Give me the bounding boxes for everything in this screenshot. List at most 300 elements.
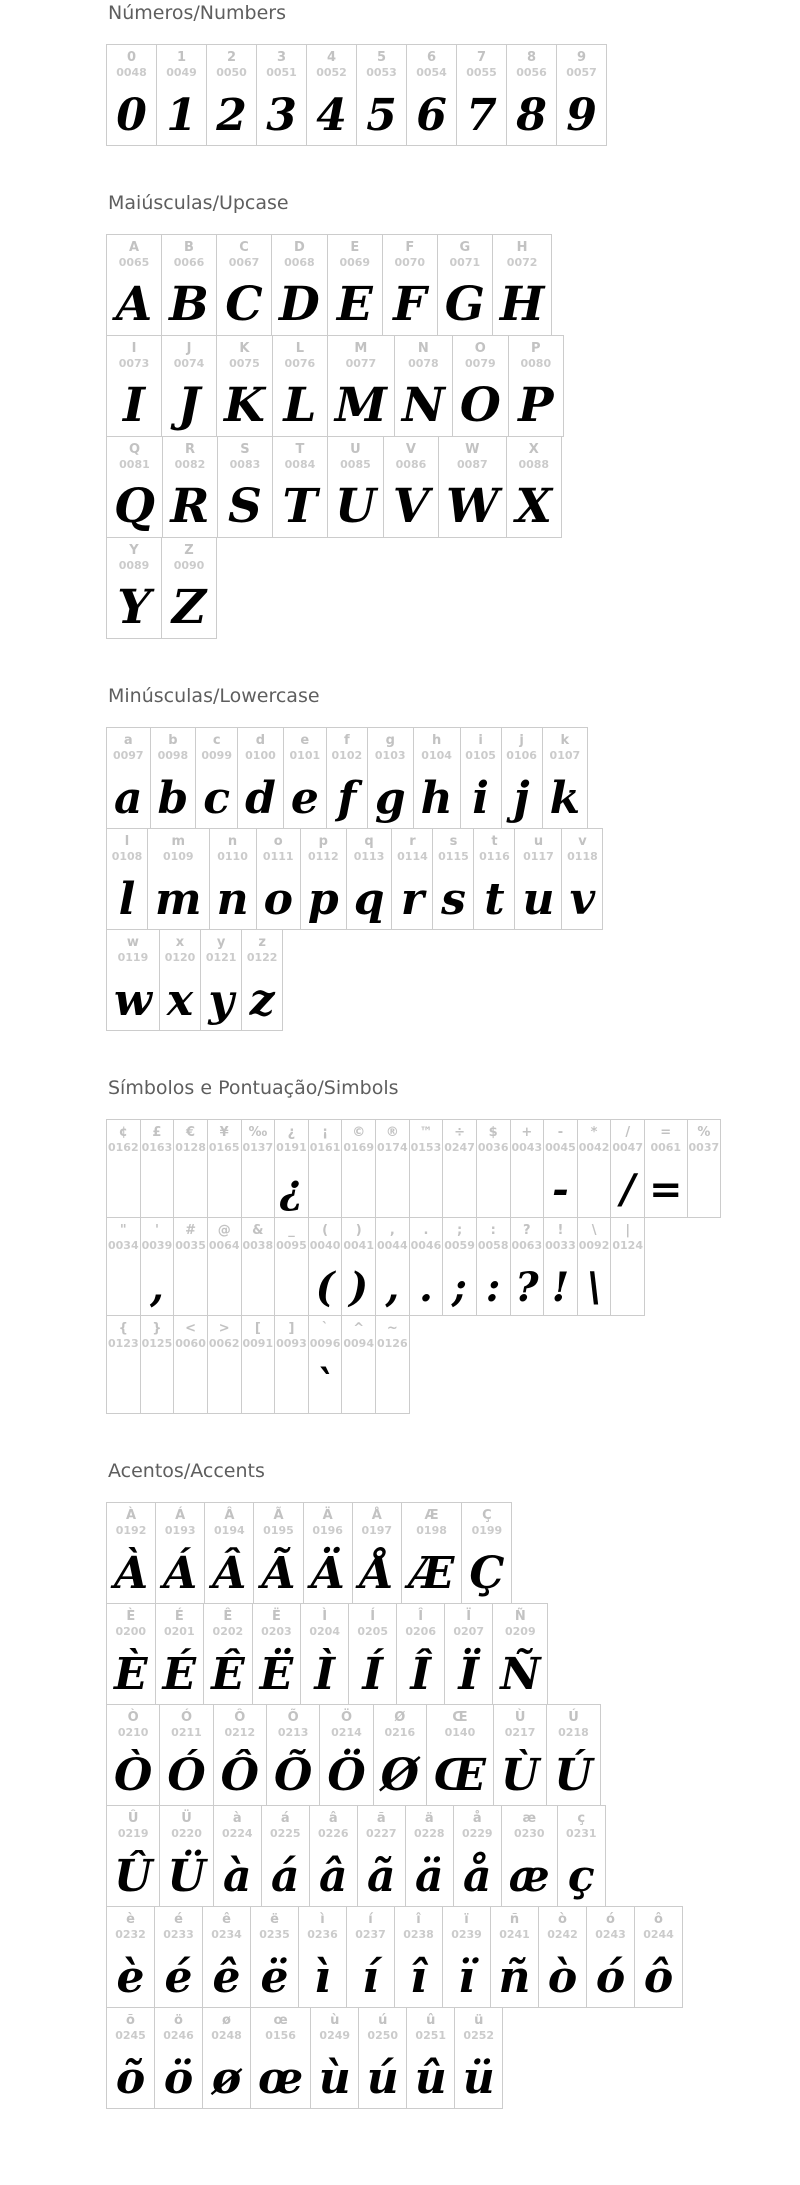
char-cell-head xyxy=(142,1321,173,1351)
cell-glyph: Y xyxy=(117,580,151,635)
char-cell-head xyxy=(523,834,554,864)
cell-code: 0048 xyxy=(116,66,147,80)
cell-code: 0086 xyxy=(395,458,427,472)
cell-code: 0105 xyxy=(465,749,496,763)
cell-label: q xyxy=(364,834,374,849)
cell-code: 0033 xyxy=(545,1239,576,1253)
cell-glyph: Ô xyxy=(220,1750,259,1801)
section-title-lowercase: Minúsculas/Lowercase xyxy=(108,685,320,707)
char-cell xyxy=(298,1906,347,2008)
char-cell xyxy=(406,44,457,146)
char-cell xyxy=(394,1906,443,2008)
cell-label: ò xyxy=(558,1912,567,1927)
cell-glyph: X xyxy=(515,479,552,534)
glyph-grid-symbols xyxy=(106,1119,780,1414)
char-cell-head xyxy=(310,1125,341,1155)
cell-code: 0084 xyxy=(284,458,316,472)
cell-glyph: È xyxy=(114,1649,148,1700)
cell-code: 0247 xyxy=(444,1141,475,1155)
cell-code: 0071 xyxy=(449,256,481,270)
char-cell-head xyxy=(421,733,452,763)
cell-code: 0243 xyxy=(595,1928,626,1942)
char-cell xyxy=(327,335,395,437)
cell-label: | xyxy=(625,1223,631,1238)
char-cell xyxy=(473,828,515,930)
cell-glyph: Í xyxy=(362,1649,383,1700)
cell-glyph: Œ xyxy=(433,1750,486,1801)
char-cell-head xyxy=(579,1125,610,1155)
cell-label: " xyxy=(119,1223,127,1238)
char-cell xyxy=(493,1704,547,1806)
cell-code: 0056 xyxy=(516,66,547,80)
char-cell-head xyxy=(211,1912,242,1942)
cell-label: W xyxy=(465,442,480,457)
cell-glyph: l xyxy=(118,874,136,925)
cell-label: Q xyxy=(128,442,140,457)
cell-glyph xyxy=(255,1256,261,1308)
cell-code: 0251 xyxy=(415,2029,447,2043)
char-cell-head xyxy=(415,2013,446,2043)
cell-glyph: o xyxy=(263,874,293,925)
char-cell-head xyxy=(403,1912,434,1942)
cell-label: Û xyxy=(127,1811,139,1826)
cell-code: 0096 xyxy=(309,1337,341,1351)
char-cell-head xyxy=(119,240,150,270)
char-cell-head xyxy=(276,1321,307,1351)
cell-code: 0054 xyxy=(416,66,447,80)
char-cell-head xyxy=(245,733,276,763)
cell-code: 0061 xyxy=(650,1141,682,1155)
cell-code: 0220 xyxy=(171,1827,202,1841)
char-cell-head xyxy=(142,1125,173,1155)
cell-glyph: À xyxy=(114,1548,149,1599)
cell-label: $ xyxy=(488,1125,498,1140)
cell-glyph: ú xyxy=(366,2053,399,2104)
glyph-grid-lowercase xyxy=(106,727,780,1031)
char-cell xyxy=(253,1502,303,1604)
char-cell-head xyxy=(394,240,425,270)
char-cell-head xyxy=(339,240,370,270)
cell-label: X xyxy=(528,442,539,457)
cell-label: % xyxy=(697,1125,711,1140)
char-cell-head xyxy=(566,1811,597,1841)
char-cell-head xyxy=(115,2013,146,2043)
cell-code: 0087 xyxy=(457,458,488,472)
cell-glyph: ô xyxy=(643,1952,674,2003)
cell-code: 0195 xyxy=(263,1524,294,1538)
cell-code: 0196 xyxy=(312,1524,343,1538)
cell-code: 0099 xyxy=(201,749,232,763)
char-cell-head xyxy=(216,50,247,80)
cell-glyph: / xyxy=(620,1166,635,1213)
cell-label: 2 xyxy=(226,50,237,65)
char-cell-head xyxy=(174,240,205,270)
char-cell-head xyxy=(243,1223,274,1253)
cell-code: 0252 xyxy=(463,2029,495,2043)
cell-label: n xyxy=(227,834,238,849)
char-cell-head xyxy=(119,442,150,472)
cell-glyph xyxy=(255,1354,261,1406)
cell-glyph: ö xyxy=(163,2053,194,2104)
char-cell xyxy=(159,1805,213,1907)
cell-label: & xyxy=(252,1223,264,1238)
cell-label: / xyxy=(625,1125,631,1140)
char-cell xyxy=(159,1704,213,1806)
cell-glyph: ø xyxy=(211,2053,242,2104)
char-cell-head xyxy=(340,442,371,472)
char-cell-head xyxy=(164,1609,195,1639)
char-cell xyxy=(156,44,207,146)
char-cell xyxy=(106,1704,160,1806)
cell-label: û xyxy=(426,2013,436,2028)
cell-glyph: 1 xyxy=(166,90,197,141)
glyph-row xyxy=(106,1217,780,1316)
cell-code: 0162 xyxy=(108,1141,139,1155)
cell-code: 0128 xyxy=(175,1141,206,1155)
cell-glyph: E xyxy=(336,277,373,332)
cell-code: 0211 xyxy=(171,1726,202,1740)
cell-code: 0092 xyxy=(578,1239,610,1253)
char-cell xyxy=(150,727,197,829)
cell-glyph: ï xyxy=(458,1952,475,2003)
section-title-symbols: Símbolos e Pontuação/Simbols xyxy=(108,1077,399,1099)
char-cell-head xyxy=(521,341,552,371)
glyph-row xyxy=(106,1603,780,1705)
cell-label: 7 xyxy=(476,50,487,65)
cell-glyph: ä xyxy=(414,1851,444,1902)
char-cell-head xyxy=(211,2013,242,2043)
char-cell xyxy=(106,1603,156,1705)
cell-glyph: ü xyxy=(462,2053,495,2104)
char-cell xyxy=(437,234,493,336)
cell-glyph xyxy=(154,1158,160,1210)
cell-code: 0191 xyxy=(276,1141,307,1155)
cell-glyph xyxy=(221,1158,227,1210)
char-cell xyxy=(357,1805,406,1907)
char-cell-head xyxy=(566,50,597,80)
cell-label: H xyxy=(516,240,528,255)
cell-code: 0076 xyxy=(284,357,316,371)
char-cell xyxy=(375,1315,410,1414)
cell-code: 0140 xyxy=(444,1726,476,1740)
cell-glyph: n xyxy=(216,874,249,925)
cell-label: B xyxy=(184,240,194,255)
cell-code: 0109 xyxy=(162,850,194,864)
char-cell xyxy=(241,1315,276,1414)
cell-label: ^ xyxy=(353,1321,365,1336)
cell-code: 0123 xyxy=(108,1337,139,1351)
cell-glyph: a xyxy=(114,773,143,824)
cell-code: 0126 xyxy=(377,1337,408,1351)
cell-label: # xyxy=(185,1223,197,1238)
cell-label: ç xyxy=(577,1811,586,1826)
char-cell xyxy=(375,1217,410,1316)
cell-label: L xyxy=(295,341,304,356)
cell-glyph xyxy=(356,1158,362,1210)
char-cell xyxy=(438,436,507,538)
char-cell-head xyxy=(278,1710,309,1740)
cell-code: 0042 xyxy=(578,1141,610,1155)
char-cell-head xyxy=(116,50,147,80)
cell-code: 0062 xyxy=(208,1337,240,1351)
char-cell xyxy=(476,1217,511,1316)
cell-code: 0120 xyxy=(164,951,196,965)
cell-glyph: Ñ xyxy=(500,1649,541,1700)
cell-code: 0205 xyxy=(357,1625,388,1639)
char-cell xyxy=(216,335,273,437)
char-cell-head xyxy=(290,733,321,763)
cell-code: 0037 xyxy=(688,1141,720,1155)
char-cell-head xyxy=(595,1912,626,1942)
char-cell xyxy=(173,1217,208,1316)
cell-code: 0137 xyxy=(242,1141,274,1155)
char-cell xyxy=(610,1119,645,1218)
cell-label: Å xyxy=(371,1508,382,1523)
cell-label: Ò xyxy=(127,1710,139,1725)
cell-glyph: L xyxy=(283,378,317,433)
cell-code: 0192 xyxy=(115,1524,147,1538)
cell-label: Ó xyxy=(180,1710,193,1725)
char-cell-head xyxy=(478,1125,509,1155)
char-cell-head xyxy=(163,2013,194,2043)
char-cell xyxy=(250,1906,299,2008)
cell-glyph: P xyxy=(518,378,554,433)
char-cell xyxy=(237,727,284,829)
cell-code: 0227 xyxy=(365,1827,397,1841)
char-cell-head xyxy=(113,733,144,763)
char-cell-head xyxy=(514,1811,545,1841)
cell-glyph: Ä xyxy=(310,1548,345,1599)
char-cell-head xyxy=(285,341,316,371)
cell-glyph: ë xyxy=(260,1952,289,2003)
cell-code: 0095 xyxy=(276,1239,307,1253)
cell-code: 0089 xyxy=(118,559,150,573)
cell-glyph: Á xyxy=(163,1548,198,1599)
cell-glyph: Î xyxy=(410,1649,431,1700)
char-cell-head xyxy=(499,1912,530,1942)
cell-glyph xyxy=(120,1354,126,1406)
char-cell xyxy=(147,828,210,930)
char-cell-head xyxy=(214,1508,245,1538)
cell-label: ô xyxy=(654,1912,663,1927)
char-cell-head xyxy=(243,1321,274,1351)
cell-glyph: Û xyxy=(114,1851,153,1902)
cell-label: [ xyxy=(254,1321,261,1336)
cell-code: 0197 xyxy=(361,1524,393,1538)
char-cell xyxy=(432,828,474,930)
cell-label: p xyxy=(318,834,328,849)
cell-label: Ã xyxy=(273,1508,284,1523)
cell-label: k xyxy=(560,733,570,748)
cell-code: 0064 xyxy=(208,1239,240,1253)
cell-code: 0242 xyxy=(547,1928,578,1942)
cell-label: ë xyxy=(270,1912,279,1927)
section-numbers xyxy=(106,2,780,146)
char-cell-head xyxy=(343,1125,374,1155)
char-cell-head xyxy=(230,442,261,472)
cell-code: 0225 xyxy=(269,1827,301,1841)
char-cell xyxy=(308,1315,343,1414)
char-cell xyxy=(546,1704,600,1806)
cell-label: Ù xyxy=(514,1710,526,1725)
cell-glyph: i xyxy=(472,773,489,824)
char-cell xyxy=(206,44,257,146)
cell-label: = xyxy=(660,1125,672,1140)
char-cell-head xyxy=(171,1710,202,1740)
char-cell xyxy=(506,44,557,146)
cell-code: 0203 xyxy=(261,1625,292,1639)
char-cell xyxy=(140,1315,175,1414)
char-cell xyxy=(106,44,157,146)
cell-label: ] xyxy=(288,1321,295,1336)
cell-code: 0041 xyxy=(343,1239,374,1253)
char-cell xyxy=(442,1217,477,1316)
section-lowercase xyxy=(106,685,780,1031)
char-cell-head xyxy=(377,1125,408,1155)
cell-label: m xyxy=(171,834,186,849)
char-cell-head xyxy=(312,1508,343,1538)
char-cell-head xyxy=(366,50,397,80)
cell-glyph xyxy=(524,1158,530,1210)
char-cell xyxy=(543,1217,578,1316)
cell-label: Ï xyxy=(466,1609,472,1624)
cell-code: 0047 xyxy=(612,1141,643,1155)
cell-code: 0244 xyxy=(643,1928,674,1942)
section-symbols xyxy=(106,1077,780,1414)
char-cell-head xyxy=(209,1125,240,1155)
cell-code: 0216 xyxy=(384,1726,416,1740)
char-cell xyxy=(308,1119,343,1218)
cell-glyph: ¿ xyxy=(279,1166,304,1213)
cell-code: 0106 xyxy=(506,749,537,763)
char-cell-head xyxy=(175,1321,206,1351)
char-cell xyxy=(687,1119,722,1218)
char-cell xyxy=(341,1217,376,1316)
cell-label: x xyxy=(175,935,185,950)
cell-glyph: R xyxy=(170,479,210,534)
char-cell xyxy=(405,1805,454,1907)
cell-label: F xyxy=(405,240,415,255)
cell-label: 8 xyxy=(526,50,537,65)
char-cell-head xyxy=(466,50,497,80)
cell-glyph: 5 xyxy=(366,90,397,141)
char-cell xyxy=(202,1906,251,2008)
glyph-row xyxy=(106,537,780,639)
cell-glyph: s xyxy=(441,874,466,925)
cell-glyph: á xyxy=(270,1851,300,1902)
cell-label: ã xyxy=(376,1811,386,1826)
cell-glyph: Ö xyxy=(327,1750,366,1801)
char-cell-head xyxy=(265,2013,296,2043)
cell-label: A xyxy=(128,240,140,255)
char-cell xyxy=(303,1502,353,1604)
cell-glyph: . xyxy=(418,1264,433,1311)
cell-glyph: ! xyxy=(551,1264,570,1311)
cell-label: ' xyxy=(154,1223,159,1238)
char-cell xyxy=(207,1119,242,1218)
char-cell xyxy=(202,2007,251,2109)
char-cell xyxy=(106,2007,155,2109)
cell-label: Ú xyxy=(568,1710,579,1725)
char-cell-head xyxy=(512,1125,543,1155)
cell-label: ÷ xyxy=(454,1125,466,1140)
cell-code: 0202 xyxy=(212,1625,244,1639)
cell-glyph: W xyxy=(445,479,499,534)
cell-glyph: æ xyxy=(508,1851,550,1902)
char-cell-head xyxy=(367,2013,398,2043)
cell-glyph: Å xyxy=(359,1548,394,1599)
char-cell xyxy=(346,1906,395,2008)
char-cell-head xyxy=(545,1223,576,1253)
cell-glyph: õ xyxy=(115,2053,146,2104)
cell-code: 0052 xyxy=(316,66,347,80)
cell-glyph: å xyxy=(462,1851,492,1902)
cell-glyph: b xyxy=(157,773,189,824)
cell-glyph xyxy=(221,1256,227,1308)
cell-glyph: v xyxy=(569,874,596,925)
cell-glyph: 3 xyxy=(266,90,297,141)
char-cell-head xyxy=(229,240,260,270)
cell-label: y xyxy=(216,935,226,950)
cell-code: 0198 xyxy=(416,1524,447,1538)
cell-glyph: ò xyxy=(547,1952,578,2003)
cell-code: 0116 xyxy=(479,850,510,864)
char-cell-head xyxy=(408,341,439,371)
cell-glyph: h xyxy=(420,773,453,824)
cell-glyph: B xyxy=(169,277,209,332)
char-cell xyxy=(327,436,384,538)
cell-glyph: r xyxy=(400,874,425,925)
cell-glyph: S xyxy=(227,479,262,534)
char-cell-head xyxy=(579,1223,610,1253)
cell-glyph: F xyxy=(393,277,427,332)
cell-label: _ xyxy=(288,1223,295,1238)
char-cell-head xyxy=(465,341,496,371)
char-cell-head xyxy=(165,1508,196,1538)
cell-code: 0065 xyxy=(118,256,150,270)
char-cell-head xyxy=(171,1811,202,1841)
cell-label: d xyxy=(255,733,266,748)
char-cell-head xyxy=(174,341,205,371)
cell-label: Â xyxy=(224,1508,235,1523)
char-cell-head xyxy=(465,733,496,763)
cell-glyph xyxy=(389,1158,395,1210)
char-cell-head xyxy=(175,442,206,472)
cell-code: 0224 xyxy=(221,1827,253,1841)
cell-code: 0035 xyxy=(175,1239,206,1253)
char-cell-head xyxy=(366,1811,397,1841)
cell-glyph xyxy=(322,1158,328,1210)
char-cell xyxy=(348,1603,397,1705)
char-cell xyxy=(154,2007,203,2109)
cell-label: ì xyxy=(320,1912,325,1927)
cell-label: : xyxy=(490,1223,496,1238)
cell-code: 0209 xyxy=(504,1625,536,1639)
cell-code: 0067 xyxy=(228,256,260,270)
cell-label: D xyxy=(293,240,305,255)
cell-label: È xyxy=(126,1609,136,1624)
char-cell-head xyxy=(166,50,197,80)
char-cell xyxy=(634,1906,683,2008)
cell-glyph: Â xyxy=(212,1548,247,1599)
glyph-row xyxy=(106,828,780,930)
cell-code: 0118 xyxy=(567,850,598,864)
glyph-grid-numbers xyxy=(106,44,780,146)
char-cell-head xyxy=(115,1912,146,1942)
cell-code: 0098 xyxy=(157,749,189,763)
char-cell xyxy=(453,1805,502,1907)
cell-code: 0070 xyxy=(394,256,426,270)
